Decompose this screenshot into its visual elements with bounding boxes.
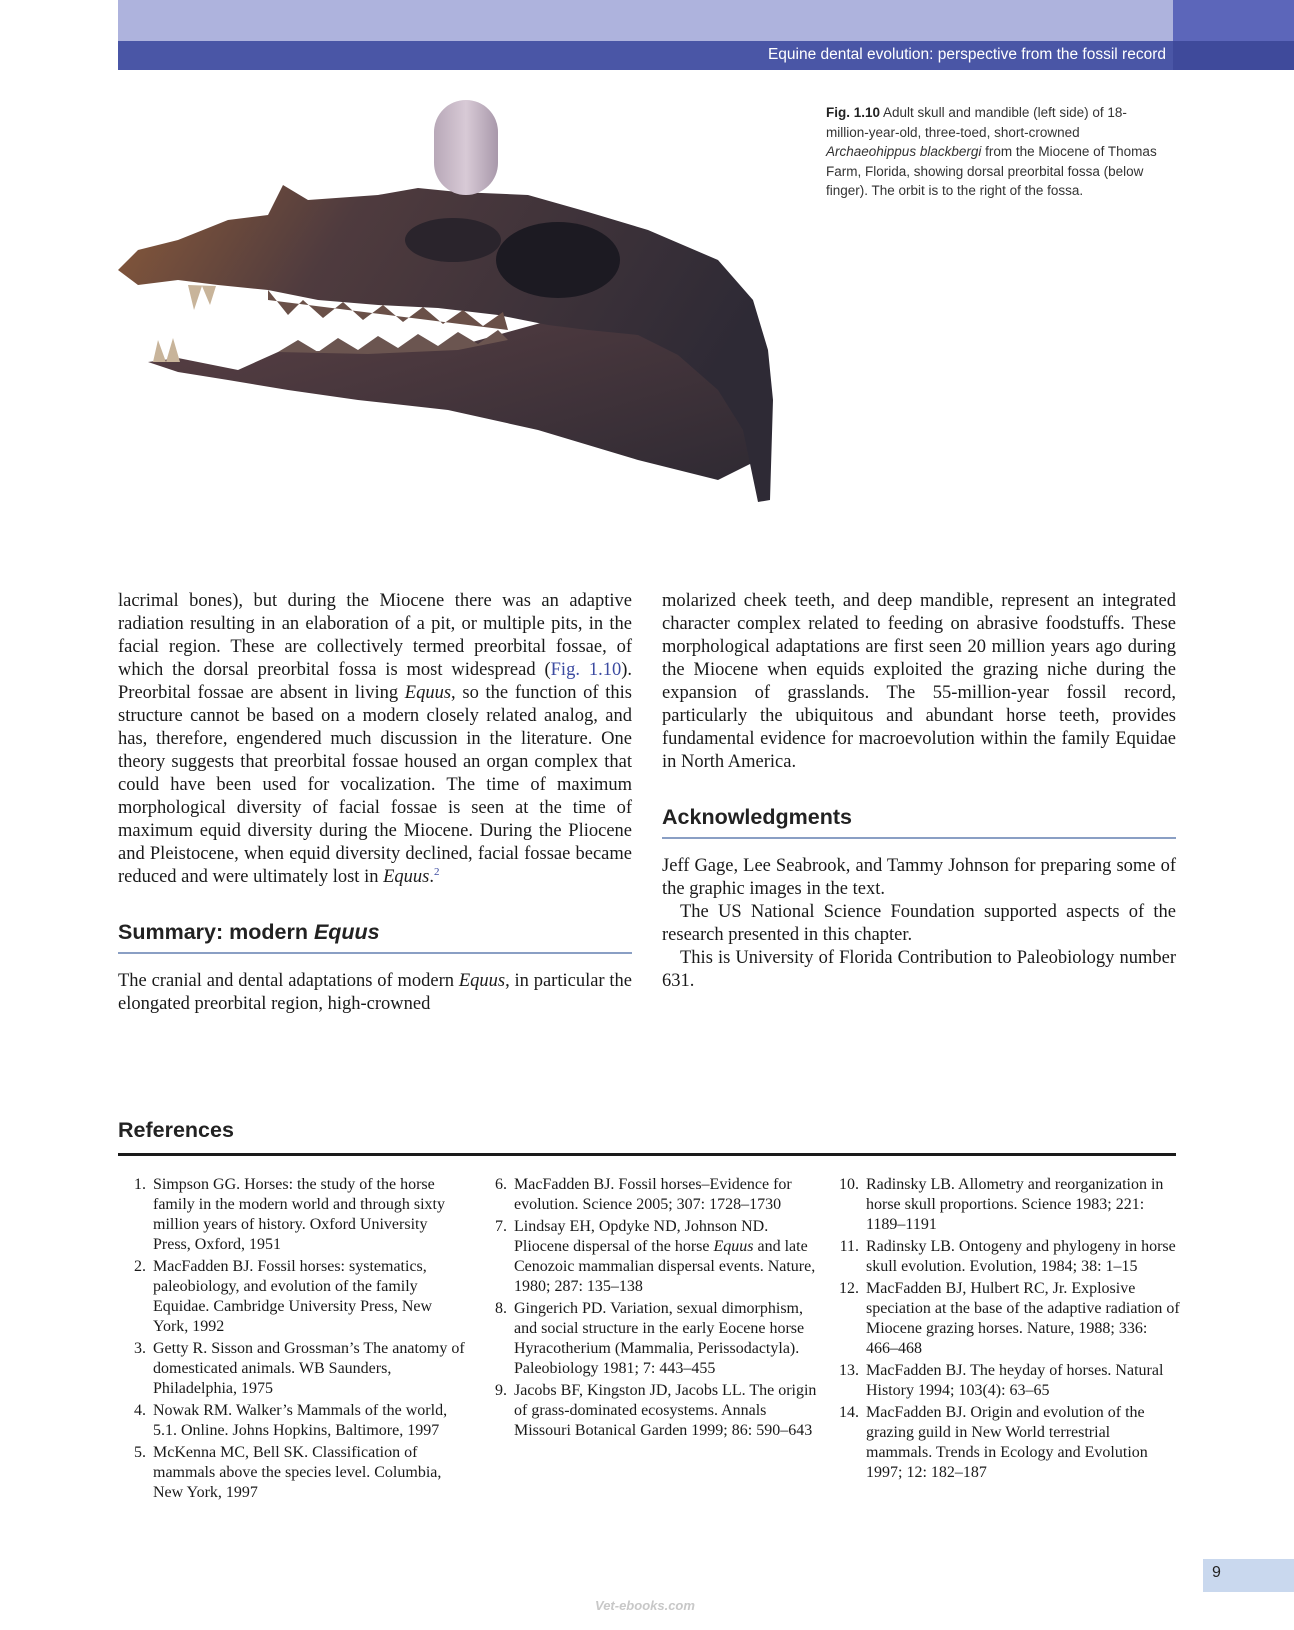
- preorbital-fossa-shape: [405, 218, 501, 262]
- reference-number: 9.: [495, 1382, 507, 1399]
- caption-text-end: from the Miocene of Thomas Farm, Florida, showing dorsal preorbital fossa (below finger). The orbit is to the right of the fossa.: [826, 144, 1157, 198]
- reference-item: [835, 1237, 1180, 1277]
- text-span: The cranial and dental adaptations of modern: [118, 971, 459, 991]
- reference-list-col3: [835, 1175, 1180, 1485]
- reference-item: [835, 1175, 1180, 1235]
- reference-text: Jacobs BF, Kingston JD, Jacobs LL. The origin of grass-dominated ecosystems. Annals Missouri Botanical Garden 1999; 86: 590–643: [514, 1382, 817, 1439]
- reference-item: [835, 1361, 1180, 1401]
- reference-item: [122, 1257, 467, 1337]
- caption-text: Adult skull and mandible (left side) of 18-million-year-old, three-toed, short-crowned: [826, 105, 1127, 140]
- reference-number: 13.: [839, 1362, 859, 1379]
- summary-heading: [118, 921, 632, 954]
- reference-text: Getty R. Sisson and Grossman’s The anatomy of domesticated animals. WB Saunders, Philadelphia, 1975: [153, 1340, 465, 1397]
- reference-number: 5.: [134, 1444, 146, 1461]
- figure-link[interactable]: Fig. 1.10: [550, 660, 622, 680]
- ack-paragraph: Jeff Gage, Lee Seabrook, and Tammy Johnson for preparing some of the graphic images in the text.: [662, 856, 1176, 899]
- orbit-shape: [496, 222, 620, 298]
- caption-species: Archaeohippus blackbergi: [826, 144, 982, 159]
- text-span: , so the function of this structure cannot be based on a modern closely related analog, and has, therefore, engendered much discussion in the literature. One theory suggests that preorbital fossae housed an organ complex that could have been used for vocalization. The time of maximum morphological diversity of facial fossae is seen at the time of maximum equid diversity during the Miocene. During the Pliocene and Pleistocene, when equid diversity declined, facial fossae became reduced and were ultimately lost in: [118, 683, 633, 887]
- reference-item: [483, 1175, 818, 1215]
- text-span: lacrimal bones), but during the Miocene there was an adaptive radiation resulting in an elaboration of a pit, or multiple pits, in the facial region. These are collectively termed preorbital fossae, of which the dorsal preorbital fossa is most widespread (: [118, 591, 632, 680]
- left-column: [118, 590, 632, 1016]
- watermark: Vet-ebooks.com: [595, 1598, 695, 1613]
- genus-name: Equus: [404, 683, 452, 703]
- heading-genus: Equus: [313, 920, 380, 944]
- reference-text: and late Cenozoic mammalian dispersal events. Nature, 1980; 287: 135–138: [514, 1238, 816, 1295]
- running-title: Equine dental evolution: perspective from the fossil record: [767, 46, 1166, 63]
- reference-item: [483, 1299, 818, 1379]
- incisors-shape: [153, 285, 216, 362]
- reference-item: [483, 1217, 818, 1297]
- reference-text: Radinsky LB. Ontogeny and phylogeny in horse skull evolution. Evolution, 1984; 38: 1–15: [866, 1238, 1176, 1275]
- reference-list-col2: [483, 1175, 818, 1443]
- reference-number: 3.: [134, 1340, 146, 1357]
- reference-text: MacFadden BJ. Origin and evolution of the grazing guild in New World terrestrial mammals. Trends in Ecology and Evolution 1997; 12: 182–187: [866, 1404, 1148, 1481]
- text-span: ). Preorbital fossae are absent in living: [118, 660, 632, 703]
- reference-list-col1: [122, 1175, 467, 1505]
- header-corner-bar: [1173, 41, 1294, 70]
- reference-number: 2.: [134, 1258, 146, 1275]
- reference-text: MacFadden BJ, Hulbert RC, Jr. Explosive speciation at the base of the adaptive radiation of Miocene grazing horses. Nature, 1988; 336: 466–468: [866, 1280, 1180, 1357]
- reference-text: Gingerich PD. Variation, sexual dimorphism, and social structure in the early Eocene horse Hyracotherium (Mammalia, Perissodactyla). Paleobiology 1981; 7: 443–455: [514, 1300, 805, 1377]
- references-heading: References: [118, 1118, 1176, 1156]
- reference-number: 7.: [495, 1218, 507, 1235]
- reference-number: 10.: [839, 1176, 859, 1193]
- citation-link[interactable]: 2: [433, 865, 440, 878]
- reference-text: MacFadden BJ. Fossil horses–Evidence for evolution. Science 2005; 307: 1728–1730: [514, 1176, 792, 1213]
- figure-caption: [826, 103, 1162, 201]
- ack-paragraph: This is University of Florida Contribution to Paleobiology number 631.: [662, 948, 1176, 991]
- heading-text: Summary: modern: [118, 920, 314, 944]
- reference-number: 14.: [839, 1404, 859, 1421]
- reference-number: 1.: [134, 1176, 146, 1193]
- text-span: .: [429, 867, 434, 887]
- reference-item: [122, 1401, 467, 1441]
- body-paragraph: molarized cheek teeth, and deep mandible, represent an integrated character complex related to feeding on abrasive foodstuffs. These morphological adaptations are first seen 20 million years ago during the Miocene when equids exploited the grazing niche during the expansion of grasslands. The 55-million-year fossil record, particularly the ubiquitous and abundant horse teeth, provides fundamental evidence for macroevolution within the family Equidae in North America.: [662, 591, 1176, 772]
- finger-shape: [434, 100, 498, 195]
- reference-item: [835, 1279, 1180, 1359]
- reference-text: Radinsky LB. Allometry and reorganization in horse skull proportions. Science 1983; 221: 1189–1191: [866, 1176, 1164, 1233]
- reference-genus: Equus: [713, 1238, 754, 1255]
- genus-name: Equus: [383, 867, 430, 887]
- reference-item: [122, 1175, 467, 1255]
- reference-number: 12.: [839, 1280, 859, 1297]
- reference-number: 4.: [134, 1402, 146, 1419]
- reference-text: MacFadden BJ. Fossil horses: systematics, paleobiology, and evolution of the family Equidae. Cambridge University Press, New York, 1992: [153, 1258, 433, 1335]
- reference-item: [122, 1339, 467, 1399]
- ack-paragraph: The US National Science Foundation supported aspects of the research presented in this chapter.: [662, 902, 1176, 945]
- acknowledgments-heading: Acknowledgments: [662, 806, 1176, 839]
- genus-name: Equus: [458, 971, 506, 991]
- reference-number: 8.: [495, 1300, 507, 1317]
- body-paragraph: [118, 970, 632, 1016]
- reference-text: Lindsay EH, Opdyke ND, Johnson ND. Pliocene dispersal of the horse: [514, 1218, 769, 1255]
- reference-text: Nowak RM. Walker’s Mammals of the world, 5.1. Online. Johns Hopkins, Baltimore, 1997: [153, 1402, 448, 1439]
- reference-text: Simpson GG. Horses: the study of the horse family in the modern world and through sixty million years of history. Oxford University Press, Oxford, 1951: [153, 1176, 445, 1253]
- reference-number: 11.: [839, 1238, 859, 1255]
- reference-item: [835, 1403, 1180, 1483]
- reference-item: [122, 1443, 467, 1503]
- reference-number: 6.: [495, 1176, 507, 1193]
- figure-label: Fig. 1.10: [826, 105, 881, 120]
- reference-text: McKenna MC, Bell SK. Classification of mammals above the species level. Columbia, New York, 1997: [153, 1444, 442, 1501]
- text-span: , in particular the elongated preorbital region, high-crowned: [118, 971, 632, 1014]
- body-paragraph: [118, 590, 632, 889]
- header-band-light: [118, 0, 1173, 41]
- page-number: 9: [1212, 1564, 1221, 1581]
- header-corner-block: [1173, 0, 1294, 41]
- reference-text: MacFadden BJ. The heyday of horses. Natural History 1994; 103(4): 63–65: [866, 1362, 1164, 1399]
- right-column: [662, 590, 1176, 993]
- skull-photo-figure: [118, 100, 808, 530]
- reference-item: [483, 1381, 818, 1441]
